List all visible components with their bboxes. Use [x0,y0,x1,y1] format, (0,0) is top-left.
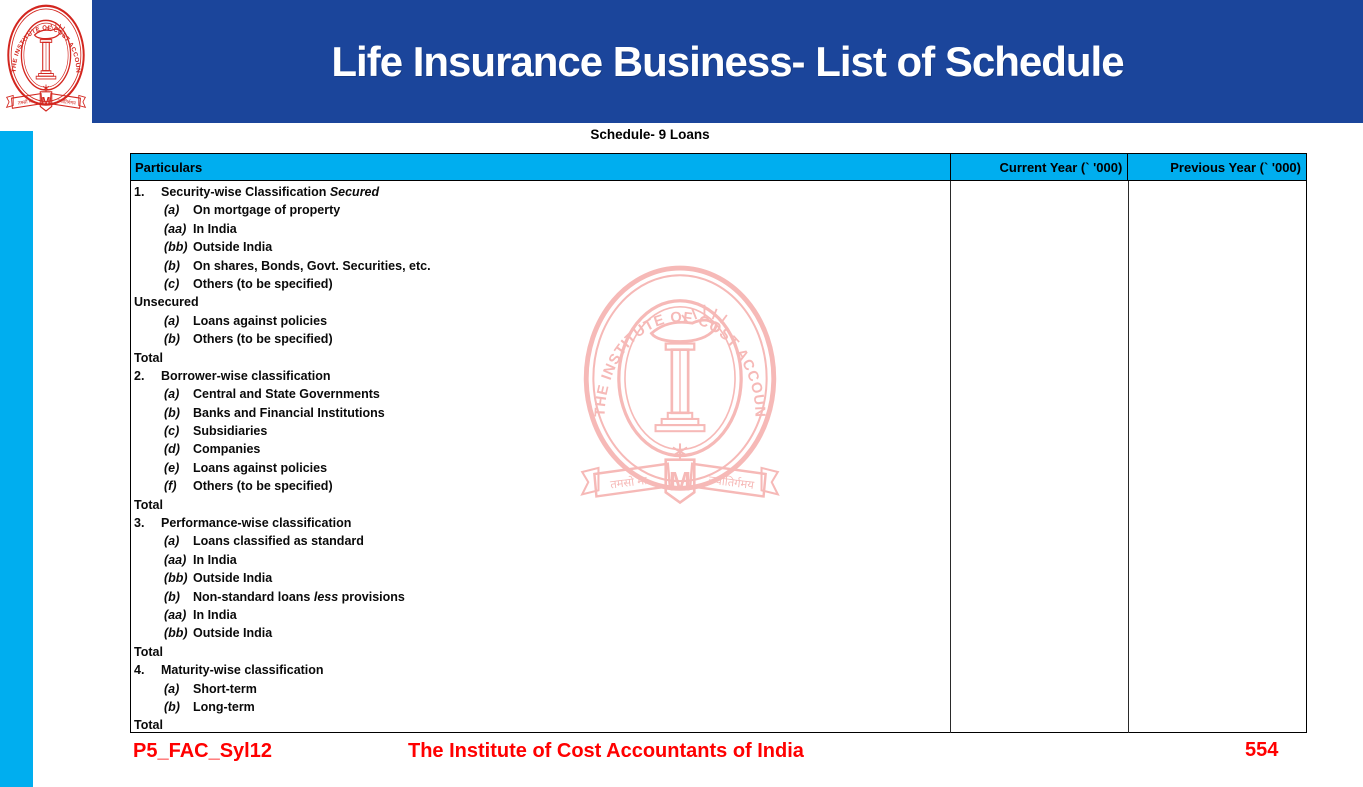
row-marker: (a) [164,534,180,549]
table-row [134,367,946,385]
table-row [134,496,946,514]
row-marker: (b) [164,258,180,273]
table-row [134,440,946,458]
table-row [134,404,946,422]
page-title: Life Insurance Business- List of Schedule [331,37,1124,85]
row-text: On mortgage of property [193,203,341,218]
table-row [134,349,946,367]
row-text: Loans classified as standard [193,534,364,549]
row-text: Secured [329,185,380,199]
row-marker: (b) [164,699,180,714]
table-row [134,532,946,550]
row-text: Long-term [193,699,255,714]
row-text: Short-term [193,681,257,696]
row-text: Total [134,644,163,659]
table-row [134,459,946,477]
left-accent-stripe [0,131,33,787]
table-body [131,181,1306,733]
table-row [134,661,946,679]
table-row [134,643,946,661]
table-row [134,385,946,403]
footer-page-number: 554 [1245,739,1279,761]
row-text: Companies [193,442,261,457]
row-marker: 1. [134,185,145,199]
table-body-text [134,183,946,735]
row-marker: (f) [164,479,177,494]
footer-course-code: P5_FAC_Syl12 [133,740,272,762]
row-marker: (bb) [164,240,188,255]
row-text: Banks and Financial Institutions [193,405,385,420]
column-header-particulars: Particulars [135,159,203,175]
row-text: Others (to be specified) [193,276,333,291]
row-marker: (a) [164,203,180,218]
row-text: In India [193,552,237,567]
footer-institute-name: The Institute of Cost Accountants of India [408,740,804,762]
row-text: Security-wise Classification [161,185,330,199]
row-text: Unsecured [134,295,199,310]
table-row [134,183,946,201]
row-text: Borrower-wise classification [161,368,331,383]
table-row [134,588,946,606]
table-row [134,201,946,219]
schedule-table [130,153,1307,733]
row-text: Total [134,350,163,365]
table-row [134,312,946,330]
table-row [134,275,946,293]
row-text: Loans against policies [193,313,328,328]
row-marker: (aa) [164,221,187,236]
row-text: Outside India [193,240,273,255]
table-row [134,716,946,734]
table-row [134,698,946,716]
row-text: Loans against policies [193,460,328,475]
row-text: Maturity-wise classification [161,663,324,678]
row-text: In India [193,221,237,236]
table-row [134,569,946,587]
row-text: In India [193,607,237,622]
table-row [134,422,946,440]
row-marker: (d) [164,442,180,457]
header-bar [92,0,1363,123]
row-marker: 2. [134,368,145,383]
row-text: Others (to be specified) [193,332,333,347]
table-row [134,238,946,256]
row-marker: (bb) [164,626,188,641]
row-text: Outside India [193,571,273,586]
column-header-previous-year: Previous Year (` '000) [1127,154,1306,180]
table-row [134,680,946,698]
column-header-current-year: Current Year (` '000) [950,154,1128,180]
row-text: Subsidiaries [193,424,268,439]
table-row [134,551,946,569]
row-text: Total [134,497,163,512]
row-marker: (c) [164,276,180,291]
table-row [134,606,946,624]
row-text: On shares, Bonds, Govt. Securities, etc. [193,258,431,273]
institute-seal-logo [5,3,87,122]
row-text: less [313,589,339,604]
row-text: Performance-wise classification [161,516,352,531]
table-row [134,624,946,642]
row-marker: (a) [164,313,180,328]
row-marker: (b) [164,589,180,604]
row-marker: (aa) [164,552,187,567]
row-marker: (a) [164,681,180,696]
row-marker: (aa) [164,607,187,622]
row-text: provisions [338,589,405,604]
row-marker: (e) [164,460,180,475]
row-marker: 4. [134,663,145,678]
row-marker: 3. [134,516,145,531]
row-text: Others (to be specified) [193,479,333,494]
table-header-row [131,154,1306,181]
row-text: Total [134,718,163,733]
row-marker: (a) [164,387,180,402]
column-divider-1 [950,181,951,733]
column-divider-2 [1128,181,1129,733]
row-marker: (c) [164,424,180,439]
table-row [134,330,946,348]
logo-container [0,0,92,131]
row-text: Central and State Governments [193,387,380,402]
row-text: Outside India [193,626,273,641]
schedule-title: Schedule- 9 Loans [590,127,710,142]
row-text: Non-standard loans [193,589,314,604]
table-row [134,514,946,532]
row-marker: (b) [164,332,180,347]
table-row [134,477,946,495]
table-row [134,220,946,238]
row-marker: (b) [164,405,180,420]
table-row [134,257,946,275]
table-row [134,293,946,311]
row-marker: (bb) [164,571,188,586]
